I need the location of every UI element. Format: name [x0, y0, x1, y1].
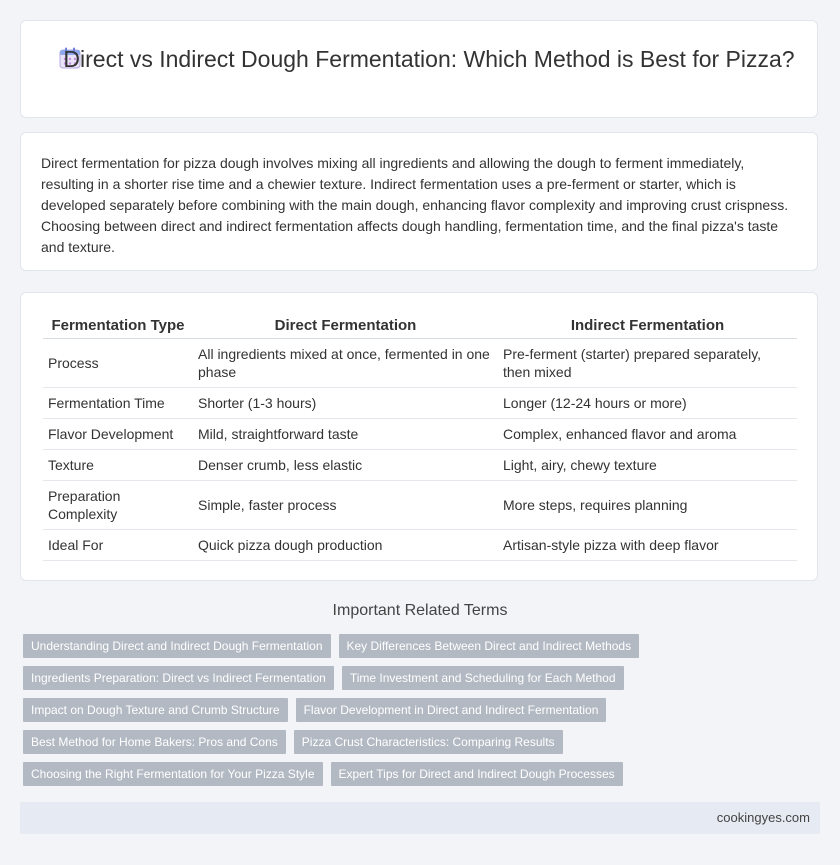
row-label: Texture [43, 450, 193, 481]
direct-cell: Shorter (1-3 hours) [193, 388, 498, 419]
site-link[interactable]: cookingyes.com [716, 810, 810, 825]
row-label: Preparation Complexity [43, 481, 193, 530]
related-term-tag[interactable]: Flavor Development in Direct and Indirect Fermentation [296, 698, 607, 722]
direct-cell: Simple, faster process [193, 481, 498, 530]
footer [20, 802, 820, 834]
related-term-tag[interactable]: Choosing the Right Fermentation for Your Pizza Style [23, 762, 323, 786]
table-row [43, 339, 797, 388]
related-term-tag[interactable]: Pizza Crust Characteristics: Comparing Results [294, 730, 563, 754]
row-label: Process [43, 339, 193, 388]
table-row [43, 450, 797, 481]
related-term-tag[interactable]: Best Method for Home Bakers: Pros and Cons [23, 730, 286, 754]
tag-row [23, 730, 823, 754]
direct-cell: Quick pizza dough production [193, 530, 498, 561]
tag-row [23, 698, 823, 722]
tag-row [23, 634, 823, 658]
table-header-row [43, 313, 797, 339]
indirect-cell: Artisan-style pizza with deep flavor [498, 530, 797, 561]
table-row [43, 388, 797, 419]
related-term-tag[interactable]: Time Investment and Scheduling for Each Method [342, 666, 624, 690]
table-row [43, 419, 797, 450]
related-terms-title: Important Related Terms [332, 602, 508, 619]
indirect-cell: Light, airy, chewy texture [498, 450, 797, 481]
related-terms-list [23, 634, 823, 794]
related-term-tag[interactable]: Ingredients Preparation: Direct vs Indirect Fermentation [23, 666, 334, 690]
tag-row [23, 666, 823, 690]
direct-cell: Denser crumb, less elastic [193, 450, 498, 481]
summary-text: Direct fermentation for pizza dough involves mixing all ingredients and allowing the dough to ferment immediately, resulting in a shorter rise time and a chewier texture. Indirect fermentation uses a pre-ferment or starter, which is developed separately before combining with the main dough, enhancing flavor complexity and improving crust crispness. Choosing between direct and indirect fermentation affects dough handling, fermentation time, and the final pizza's taste and texture. [41, 155, 789, 255]
comparison-table [43, 313, 797, 561]
summary-card [20, 132, 818, 271]
header-cell: Indirect Fermentation [498, 313, 797, 339]
row-label: Ideal For [43, 530, 193, 561]
direct-cell: Mild, straightforward taste [193, 419, 498, 450]
related-term-tag[interactable]: Understanding Direct and Indirect Dough Fermentation [23, 634, 331, 658]
page-title: Direct vs Indirect Dough Fermentation: Which Method is Best for Pizza? [63, 46, 795, 72]
indirect-cell: Pre-ferment (starter) prepared separately, then mixed [498, 339, 797, 388]
row-label: Flavor Development [43, 419, 193, 450]
indirect-cell: More steps, requires planning [498, 481, 797, 530]
direct-cell: All ingredients mixed at once, fermented in one phase [193, 339, 498, 388]
header-card [20, 20, 818, 118]
table-row [43, 481, 797, 530]
comparison-card [20, 292, 818, 581]
header-cell: Direct Fermentation [193, 313, 498, 339]
table-row [43, 530, 797, 561]
row-label: Fermentation Time [43, 388, 193, 419]
indirect-cell: Longer (12-24 hours or more) [498, 388, 797, 419]
related-term-tag[interactable]: Key Differences Between Direct and Indirect Methods [339, 634, 640, 658]
indirect-cell: Complex, enhanced flavor and aroma [498, 419, 797, 450]
header-cell: Fermentation Type [43, 313, 193, 339]
related-term-tag[interactable]: Expert Tips for Direct and Indirect Dough Processes [331, 762, 623, 786]
related-term-tag[interactable]: Impact on Dough Texture and Crumb Structure [23, 698, 288, 722]
tag-row [23, 762, 823, 786]
